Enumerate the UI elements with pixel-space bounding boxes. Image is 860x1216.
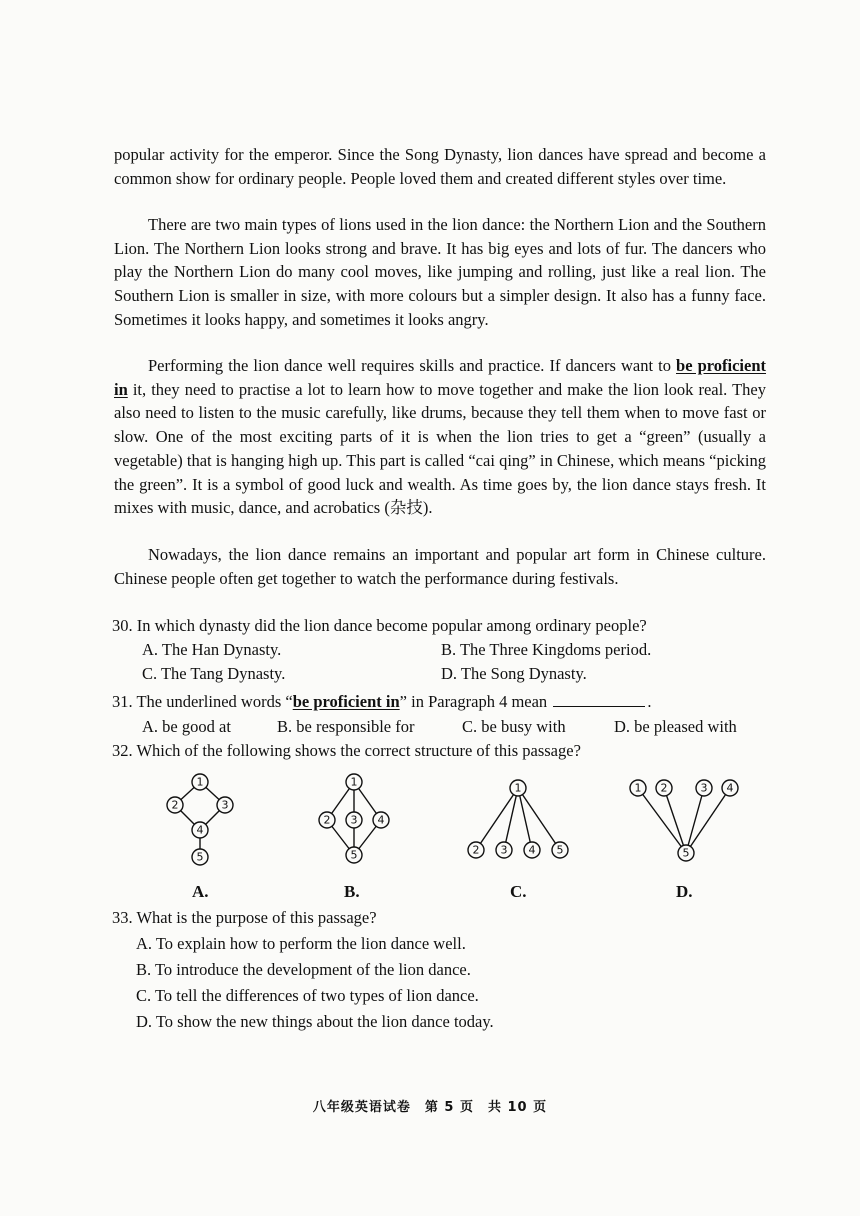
question-32-stem: 32. Which of the following shows the correct structure of this passage? [112, 741, 581, 760]
question-30-option-c[interactable]: C. The Tang Dynasty. [142, 664, 286, 683]
question-33-option-a[interactable]: A. To explain how to perform the lion dance well. [136, 934, 466, 953]
question-30-option-a[interactable]: A. The Han Dynasty. [142, 640, 282, 659]
question-30-stem: 30. In which dynasty did the lion dance become popular among ordinary people? [112, 616, 647, 635]
svg-text:2: 2 [171, 798, 179, 812]
svg-text:3: 3 [500, 843, 508, 857]
answer-blank[interactable] [553, 692, 645, 707]
svg-text:1: 1 [196, 775, 204, 789]
svg-text:5: 5 [682, 846, 690, 860]
question-33-stem: 33. What is the purpose of this passage? [112, 908, 377, 927]
structure-diagram-c[interactable] [460, 770, 580, 870]
svg-text:1: 1 [514, 781, 522, 795]
passage-paragraph-2: There are two main types of lions used in the lion dance: the Northern Lion and the Southern Lion. The Northern Lion looks strong and brave. It has big eyes and lots of fur. The dancers who play the Northern Lion do many cool moves, like jumping and rolling, just like a real lion. The Southern Lion is smaller in size, with more colours but a simpler design. It also has a funny face. Sometimes it looks happy, and sometimes it looks angry. [114, 215, 766, 329]
svg-text:1: 1 [634, 781, 642, 795]
structure-diagram-b[interactable] [314, 770, 404, 870]
svg-text:4: 4 [377, 813, 385, 827]
question-33-option-c[interactable]: C. To tell the differences of two types of lion dance. [136, 986, 479, 1005]
svg-text:2: 2 [660, 781, 668, 795]
passage-paragraph-3: Performing the lion dance well requires skills and practice. If dancers want to be proficient in it, they need to practise a lot to learn how to move together and make the lion look real. They also need to listen to the music carefully, like drums, because they tell them when to move fast or slow. One of the most exciting parts of it is when the lion tries to get a “green” (usually a vegetable) that is hanging high up. This part is called “cai qing” in Chinese, which means “picking the green”. It is a symbol of good luck and wealth. As time goes by, the lion dance stays fresh. It mixes with music, dance, and acrobatics (杂技). [114, 356, 767, 518]
svg-text:3: 3 [350, 813, 358, 827]
svg-text:5: 5 [196, 850, 204, 864]
svg-text:2: 2 [323, 813, 331, 827]
diagram-label-a: A. [192, 882, 209, 901]
question-33-option-d[interactable]: D. To show the new things about the lion dance today. [136, 1012, 494, 1031]
svg-text:3: 3 [221, 798, 229, 812]
question-31-option-b[interactable]: B. be responsible for [277, 717, 415, 736]
svg-text:5: 5 [556, 843, 564, 857]
diagram-label-d: D. [676, 882, 693, 901]
question-31-option-d[interactable]: D. be pleased with [614, 717, 737, 736]
passage-paragraph-4: Nowadays, the lion dance remains an important and popular art form in Chinese culture. Chinese people often get together to watch the performance during festivals. [114, 545, 766, 588]
question-30-option-b[interactable]: B. The Three Kingdoms period. [441, 640, 652, 659]
structure-diagram-d[interactable] [626, 770, 746, 870]
svg-text:4: 4 [528, 843, 536, 857]
svg-text:4: 4 [726, 781, 734, 795]
question-31-option-a[interactable]: A. be good at [142, 717, 231, 736]
question-31-stem: 31. The underlined words “be proficient in” in Paragraph 4 mean . [112, 692, 652, 711]
underlined-phrase: be proficient in [114, 356, 767, 399]
diagram-label-b: B. [344, 882, 360, 901]
question-33-option-b[interactable]: B. To introduce the development of the lion dance. [136, 960, 471, 979]
page-footer: 八年级英语试卷 第 5 页 共 10 页 [312, 1100, 548, 1115]
svg-text:5: 5 [350, 848, 358, 862]
question-30-option-d[interactable]: D. The Song Dynasty. [441, 664, 587, 683]
svg-text:4: 4 [196, 823, 204, 837]
svg-text:2: 2 [472, 843, 480, 857]
structure-diagram-a[interactable] [160, 770, 250, 870]
svg-text:3: 3 [700, 781, 708, 795]
diagram-label-c: C. [510, 882, 527, 901]
svg-text:1: 1 [350, 775, 358, 789]
question-31-option-c[interactable]: C. be busy with [462, 717, 566, 736]
passage-paragraph-1: popular activity for the emperor. Since the Song Dynasty, lion dances have spread and become a common show for ordinary people. People loved them and created different styles over time. [114, 145, 766, 188]
